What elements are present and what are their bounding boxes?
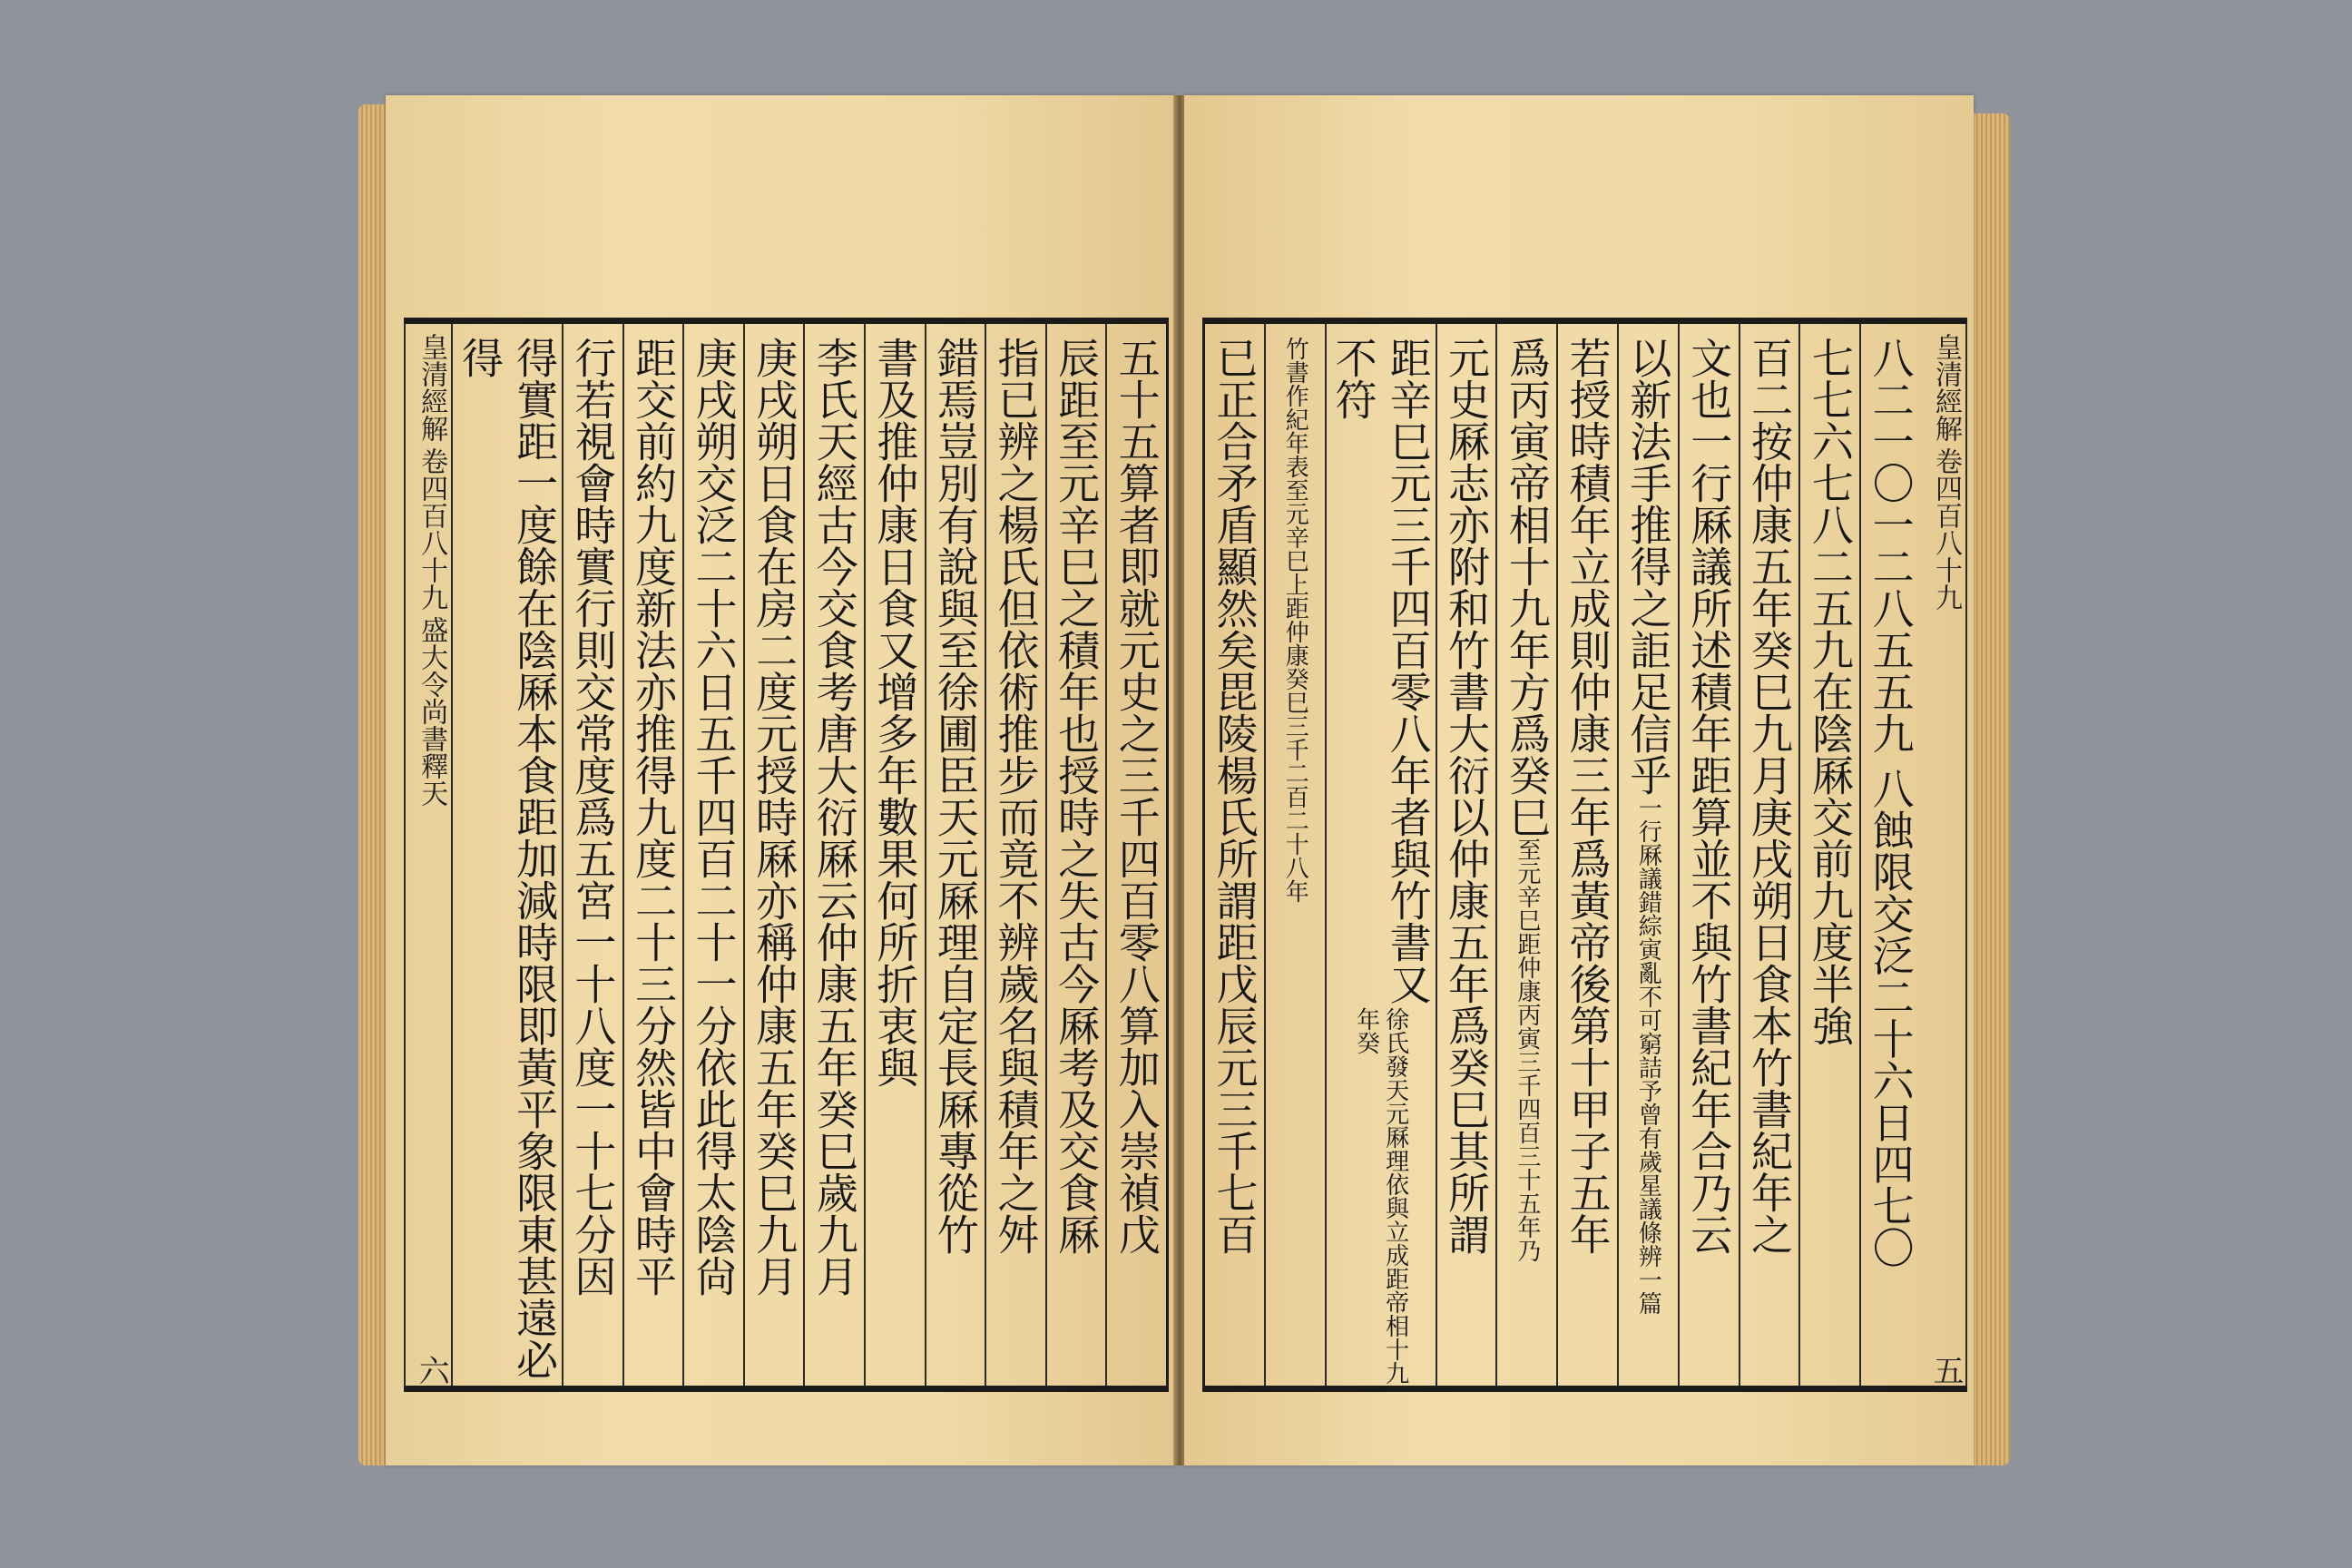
right-column-6: 若授時積年立成則仲康三年爲黃帝後第十甲子五年 xyxy=(1556,324,1617,1386)
left-column-4: 錯焉豈別有說與至徐圃臣天元厤理自定長厤專從竹 xyxy=(925,324,985,1386)
left-header-volume: 卷四百八十九 xyxy=(416,447,448,611)
right-page xyxy=(1184,95,1974,1465)
right-column-5-text: 以新法手推得之詎足信乎 xyxy=(1623,337,1673,796)
right-header-title: 皇清經解 xyxy=(1930,333,1962,442)
left-header-subtitle: 盛大令尚書釋天 xyxy=(416,616,448,807)
right-column-3: 百二按仲康五年癸巳九月庚戌朔日食本竹書紀年之 xyxy=(1739,324,1799,1386)
left-column-7: 庚戌朔日食在房二度元授時厤亦稱仲康五年癸巳九月 xyxy=(743,324,804,1386)
left-page-number: 六 xyxy=(413,1355,450,1386)
right-note-3: 徐氏發天元厤理依與立成距帝相十九年癸 xyxy=(1352,1006,1409,1385)
left-header-title: 皇清經解 xyxy=(416,333,448,442)
right-column-4: 文也一行厤議所述積年距算並不與竹書紀年合乃云 xyxy=(1678,324,1739,1386)
left-column-9: 距交前約九度新法亦推得九度二十三分然皆中會時平 xyxy=(622,324,683,1386)
right-note-2: 至元辛巳距仲康丙寅三千四百三十五年乃 xyxy=(1513,838,1541,1262)
right-column-9-text: 距辛巳元三千四百零八年者與竹書又不符 xyxy=(1328,337,1433,1004)
left-column-6: 李氏天經古今交食考唐大衍厤云仲康五年癸巳歲九月 xyxy=(803,324,864,1386)
open-book xyxy=(358,95,2010,1475)
left-column-3: 指已辨之楊氏但依術推步而竟不辨歲名與積年之舛 xyxy=(985,324,1045,1386)
left-page xyxy=(386,95,1175,1465)
right-page-text-frame xyxy=(1202,318,1967,1392)
left-column-2: 辰距至元辛巳之積年也授時之失古今厤考及交食厤 xyxy=(1045,324,1106,1386)
right-column-7-text: 爲丙寅帝相十九年方爲癸巳 xyxy=(1502,337,1552,838)
left-column-8: 庚戌朔交泛二十六日五千四百二十一分依此得太陰尙 xyxy=(682,324,743,1386)
left-column-5: 書及推仲康日食又增多年數果何所折衷與 xyxy=(864,324,925,1386)
right-page-number: 五 xyxy=(1927,1355,1964,1386)
left-column-11: 得實距一度餘在陰厤本食距加減時限即黃平象限東甚遠必得 xyxy=(451,324,562,1386)
right-page-margin-header xyxy=(1920,324,1967,1386)
left-page-text-frame xyxy=(404,318,1169,1392)
right-column-9 xyxy=(1325,324,1436,1386)
right-column-2: 七七六七八二五九在陰厤交前九度半強 xyxy=(1798,324,1859,1386)
right-column-11: 已正合矛盾顯然矣毘陵楊氏所謂距戊辰元三千七百 xyxy=(1210,337,1259,1255)
right-column-7 xyxy=(1495,324,1556,1386)
left-page-margin-header xyxy=(404,324,451,1386)
right-note-1: 一行厤議錯綜寅亂不可窮詰予曾有歲星議條辨一篇 xyxy=(1634,796,1662,1315)
left-column-10: 行若視會時實行則交常度爲五宮一十八度一十七分因 xyxy=(562,324,622,1386)
right-column-10: 竹書作紀年表至元辛巳上距仲康癸巳三千二百二十八年 xyxy=(1264,324,1325,1386)
left-column-1: 五十五算者即就元史之三千四百零八算加入崇禎戊 xyxy=(1105,324,1166,1386)
right-header-volume: 卷四百八十九 xyxy=(1930,447,1962,611)
right-column-1: 八二一〇一二八五五九 八蝕限交泛二十六日四七〇 xyxy=(1859,324,1920,1386)
right-column-8: 元史厤志亦附和竹書大衍以仲康五年爲癸巳其所謂 xyxy=(1436,324,1496,1386)
right-column-5 xyxy=(1617,324,1678,1386)
